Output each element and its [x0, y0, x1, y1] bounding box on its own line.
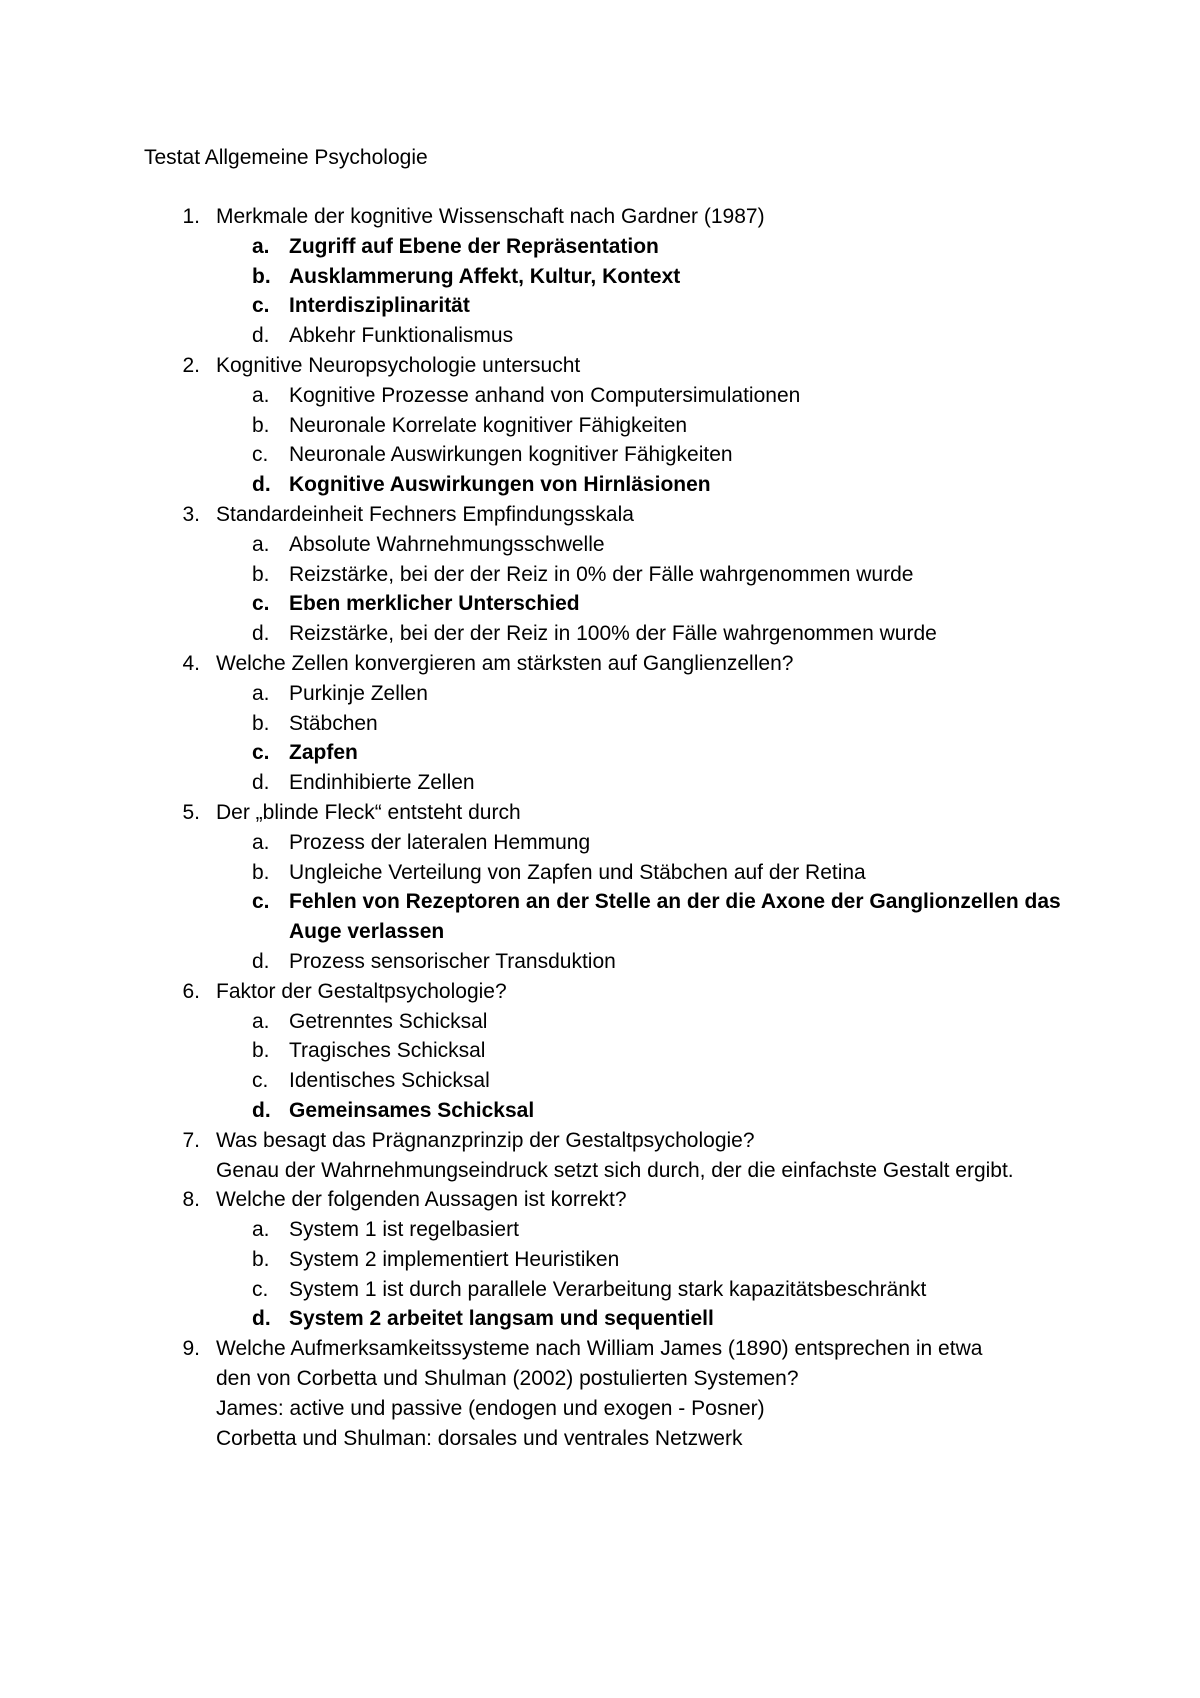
option-text: System 2 implementiert Heuristiken	[289, 1247, 620, 1271]
answer-text: James: active und passive (endogen und exogen - Posner)	[216, 1396, 765, 1420]
option-letter: b.	[252, 413, 270, 437]
question-item	[0, 202, 1200, 351]
question-line	[0, 1185, 1200, 1215]
question-item	[0, 500, 1200, 649]
option-item-correct	[0, 1304, 1200, 1334]
option-letter: b.	[252, 860, 270, 884]
option-line	[0, 1007, 1200, 1037]
option-text: System 2 arbeitet langsam und sequentiell	[289, 1307, 714, 1331]
option-letter: b.	[252, 1247, 270, 1271]
option-item	[0, 947, 1200, 977]
option-letter: d.	[252, 622, 270, 646]
option-text: Reizstärke, bei der der Reiz in 0% der Fälle wahrgenommen wurde	[289, 562, 914, 586]
option-item	[0, 1007, 1200, 1037]
option-letter: d.	[252, 473, 271, 497]
option-item-correct	[0, 291, 1200, 321]
option-line	[0, 887, 1200, 917]
option-letter: c.	[252, 741, 270, 765]
option-item-correct	[0, 470, 1200, 500]
option-line	[0, 1304, 1200, 1334]
question-item	[0, 1126, 1200, 1186]
option-letter: d.	[252, 949, 270, 973]
option-item	[0, 679, 1200, 709]
option-letter: d.	[252, 324, 270, 348]
option-text: Tragisches Schicksal	[289, 1039, 486, 1063]
option-letter: c.	[252, 294, 270, 318]
option-item-correct	[0, 232, 1200, 262]
option-line	[0, 1066, 1200, 1096]
option-text: Ungleiche Verteilung von Zapfen und Stäbchen auf der Retina	[289, 860, 866, 884]
option-text: Zapfen	[289, 741, 358, 765]
question-line	[0, 1126, 1200, 1156]
option-letter: a.	[252, 1218, 270, 1242]
question-number: 2.	[182, 353, 200, 377]
option-text: Eben merklicher Unterschied	[289, 592, 580, 616]
option-text: Zugriff auf Ebene der Repräsentation	[289, 234, 659, 258]
option-line	[0, 768, 1200, 798]
option-letter: a.	[252, 234, 270, 258]
option-text: Reizstärke, bei der der Reiz in 100% der Fälle wahrgenommen wurde	[289, 622, 937, 646]
question-item	[0, 1334, 1200, 1453]
question-number: 4.	[182, 651, 200, 675]
option-line	[0, 709, 1200, 739]
option-item	[0, 858, 1200, 888]
option-item	[0, 1245, 1200, 1275]
option-text: Getrenntes Schicksal	[289, 1009, 488, 1033]
option-item	[0, 1066, 1200, 1096]
question-item	[0, 977, 1200, 1126]
question-item	[0, 1185, 1200, 1334]
option-line	[0, 1275, 1200, 1305]
option-item	[0, 321, 1200, 351]
option-line	[0, 619, 1200, 649]
option-letter: b.	[252, 1039, 270, 1063]
option-letter: c.	[252, 1069, 269, 1093]
option-letter: a.	[252, 830, 270, 854]
question-item	[0, 649, 1200, 798]
question-text: Merkmale der kognitive Wissenschaft nach Gardner (1987)	[216, 205, 765, 228]
option-item-correct	[0, 738, 1200, 768]
question-number: 7.	[182, 1128, 200, 1152]
option-letter: c.	[252, 1277, 269, 1301]
option-line	[0, 1215, 1200, 1245]
option-item	[0, 560, 1200, 590]
option-text: System 1 ist regelbasiert	[289, 1218, 519, 1242]
option-line	[0, 947, 1200, 977]
question-item	[0, 351, 1200, 500]
option-list	[0, 232, 1200, 351]
option-letter: c.	[252, 592, 270, 616]
question-text: Faktor der Gestaltpsychologie?	[216, 979, 507, 1003]
option-line	[0, 679, 1200, 709]
question-number: 3.	[182, 502, 200, 526]
document-title: Testat Allgemeine Psychologie	[144, 146, 428, 169]
option-line	[0, 321, 1200, 351]
option-item	[0, 1215, 1200, 1245]
option-list	[0, 381, 1200, 500]
option-list	[0, 1215, 1200, 1334]
question-number: 5.	[182, 800, 200, 824]
option-item-correct	[0, 262, 1200, 292]
option-item	[0, 709, 1200, 739]
option-line	[0, 1096, 1200, 1126]
option-text: Prozess der lateralen Hemmung	[289, 830, 591, 854]
option-list	[0, 679, 1200, 798]
option-line	[0, 1245, 1200, 1275]
question-line	[0, 649, 1200, 679]
option-letter: d.	[252, 771, 270, 795]
option-line	[0, 411, 1200, 441]
option-item	[0, 619, 1200, 649]
answer-line	[0, 1424, 1200, 1454]
option-text: Endinhibierte Zellen	[289, 771, 475, 795]
option-line	[0, 262, 1200, 292]
option-line	[0, 232, 1200, 262]
option-list	[0, 1007, 1200, 1126]
option-text: Neuronale Auswirkungen kognitiver Fähigkeiten	[289, 443, 733, 467]
option-text: Neuronale Korrelate kognitiver Fähigkeiten	[289, 413, 688, 437]
answer-text: Genau der Wahrnehmungseindruck setzt sich durch, der die einfachste Gestalt ergibt.	[216, 1158, 1014, 1182]
option-line	[0, 738, 1200, 768]
option-text: Prozess sensorischer Transduktion	[289, 949, 616, 973]
option-list	[0, 530, 1200, 649]
question-text: Welche der folgenden Aussagen ist korrekt?	[216, 1188, 627, 1212]
question-number: 8.	[182, 1188, 200, 1212]
question-item	[0, 798, 1200, 977]
question-list	[0, 202, 1200, 1453]
option-text: Gemeinsames Schicksal	[289, 1098, 535, 1122]
question-text: Was besagt das Prägnanzprinzip der Gestaltpsychologie?	[216, 1128, 755, 1152]
option-text: Ausklammerung Affekt, Kultur, Kontext	[289, 264, 681, 288]
option-line	[0, 560, 1200, 590]
option-letter: d.	[252, 1098, 271, 1122]
option-item	[0, 768, 1200, 798]
option-text: Stäbchen	[289, 711, 378, 735]
option-line	[0, 1036, 1200, 1066]
option-letter: c.	[252, 443, 269, 467]
option-text: Kognitive Auswirkungen von Hirnläsionen	[289, 473, 711, 497]
option-letter: a.	[252, 1009, 270, 1033]
question-text: Standardeinheit Fechners Empfindungsskala	[216, 502, 634, 526]
option-line	[0, 530, 1200, 560]
option-item	[0, 381, 1200, 411]
question-line	[0, 1334, 1200, 1364]
answer-text: den von Corbetta und Shulman (2002) postulierten Systemen?	[216, 1367, 799, 1391]
option-text: Absolute Wahrnehmungsschwelle	[289, 532, 605, 556]
option-line	[0, 291, 1200, 321]
option-item	[0, 440, 1200, 470]
option-item	[0, 828, 1200, 858]
question-line	[0, 500, 1200, 530]
option-line	[0, 440, 1200, 470]
option-text: Interdisziplinarität	[289, 294, 470, 318]
question-text: Welche Zellen konvergieren am stärksten auf Ganglienzellen?	[216, 651, 794, 675]
option-item	[0, 411, 1200, 441]
option-line	[0, 828, 1200, 858]
option-text: Identisches Schicksal	[289, 1069, 490, 1093]
question-number: 1.	[182, 205, 200, 228]
option-letter: d.	[252, 1307, 271, 1331]
option-letter: c.	[252, 890, 270, 914]
option-letter: b.	[252, 264, 271, 288]
option-item	[0, 1275, 1200, 1305]
option-letter: a.	[252, 383, 270, 407]
option-item	[0, 1036, 1200, 1066]
option-letter: b.	[252, 711, 270, 735]
answer-line	[0, 1394, 1200, 1424]
option-line	[0, 858, 1200, 888]
answer-line	[0, 1364, 1200, 1394]
option-text: Kognitive Prozesse anhand von Computersimulationen	[289, 383, 801, 407]
option-text-continuation: Auge verlassen	[289, 920, 445, 944]
option-continuation-line	[0, 917, 1200, 947]
option-letter: a.	[252, 532, 270, 556]
option-line	[0, 589, 1200, 619]
option-item-correct	[0, 589, 1200, 619]
option-text: Abkehr Funktionalismus	[289, 324, 514, 348]
option-line	[0, 470, 1200, 500]
question-line	[0, 798, 1200, 828]
answer-text: Corbetta und Shulman: dorsales und ventrales Netzwerk	[216, 1426, 743, 1450]
question-text: Kognitive Neuropsychologie untersucht	[216, 353, 581, 377]
question-line	[0, 977, 1200, 1007]
option-list	[0, 828, 1200, 977]
question-number: 9.	[182, 1337, 200, 1361]
option-item-correct	[0, 887, 1200, 947]
option-text: Fehlen von Rezeptoren an der Stelle an der die Axone der Ganglionzellen das	[289, 890, 1061, 914]
option-item-correct	[0, 1096, 1200, 1126]
question-number: 6.	[182, 979, 200, 1003]
answer-line	[0, 1156, 1200, 1186]
option-letter: a.	[252, 681, 270, 705]
option-letter: b.	[252, 562, 270, 586]
question-line	[0, 202, 1200, 232]
question-line	[0, 351, 1200, 381]
option-text: System 1 ist durch parallele Verarbeitung stark kapazitätsbeschränkt	[289, 1277, 927, 1301]
option-line	[0, 381, 1200, 411]
question-text: Welche Aufmerksamkeitssysteme nach William James (1890) entsprechen in etwa	[216, 1337, 983, 1361]
option-item	[0, 530, 1200, 560]
option-text: Purkinje Zellen	[289, 681, 428, 705]
question-text: Der „blinde Fleck“ entsteht durch	[216, 800, 521, 824]
